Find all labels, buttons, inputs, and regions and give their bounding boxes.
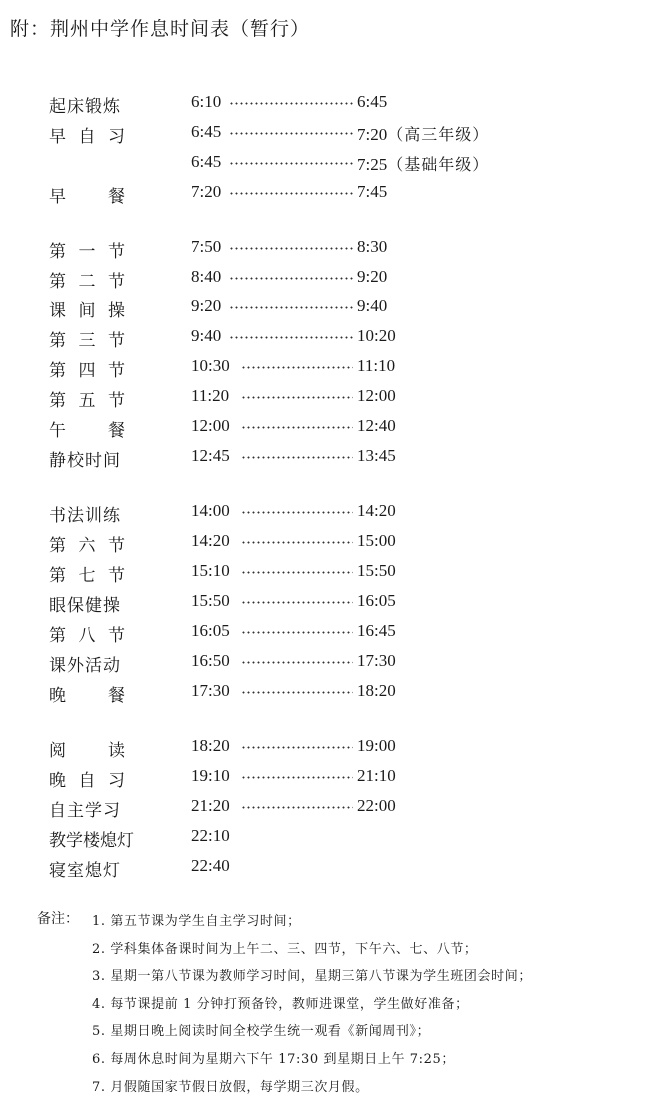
- end-time: [357, 796, 396, 816]
- dotted-leader: [229, 162, 353, 165]
- end-time-value: 19:00: [357, 736, 396, 755]
- activity-label: 午餐: [49, 421, 125, 441]
- end-time-value: 21:10: [357, 766, 396, 785]
- end-time: [357, 681, 396, 701]
- schedule-row: [0, 292, 659, 322]
- grade-note: （基础年级）: [387, 155, 490, 174]
- schedule-row: [0, 88, 659, 118]
- activity-label: 晚餐: [49, 686, 125, 706]
- activity-label: 阅读: [49, 741, 125, 761]
- activity-label: 眼保健操: [49, 596, 121, 616]
- end-time-value: 12:40: [357, 416, 396, 435]
- start-time: 17:30: [191, 681, 230, 700]
- end-time-value: 11:10: [357, 356, 396, 375]
- activity-label: 第三节: [49, 331, 125, 351]
- end-time-value: 16:45: [357, 621, 396, 640]
- note-item: 2. 学科集体备课时间为上午二、三、四节，下午六、七、八节；: [92, 941, 478, 957]
- start-time: 10:30: [191, 356, 230, 375]
- activity-label: 教学楼熄灯: [49, 831, 134, 851]
- schedule-row: [0, 677, 659, 707]
- activity-label: 第五节: [49, 391, 125, 411]
- schedule-row: [0, 792, 659, 822]
- start-time: 7:20: [191, 182, 222, 201]
- page-title: 附：荆州中学作息时间表（暂行）: [10, 18, 311, 40]
- activity-label: 书法训练: [49, 506, 121, 526]
- start-time: 22:10: [191, 826, 230, 845]
- dotted-leader: [241, 396, 353, 399]
- activity-label: 课间操: [49, 301, 125, 321]
- activity-label: 早自习: [49, 127, 125, 147]
- schedule-row: [0, 557, 659, 587]
- end-time-value: 14:20: [357, 501, 396, 520]
- note-item: 5. 星期日晚上阅读时间全校学生统一观看《新闻周刊》；: [92, 1024, 431, 1040]
- end-time-value: 7:45: [357, 182, 388, 201]
- schedule-row: [0, 322, 659, 352]
- dotted-leader: [241, 571, 353, 574]
- end-time-value: 7:20: [357, 125, 388, 144]
- note-item: 7. 月假随国家节假日放假，每学期三次月假。: [92, 1079, 369, 1095]
- note-item: 1. 第五节课为学生自主学习时间；: [92, 914, 301, 929]
- activity-label: 早餐: [49, 187, 125, 207]
- start-time: 12:00: [191, 416, 230, 435]
- end-time: [357, 296, 387, 316]
- activity-label: 课外活动: [49, 656, 121, 676]
- end-time-value: 16:05: [357, 591, 396, 610]
- schedule-row: [0, 497, 659, 527]
- activity-label: 起床锻炼: [49, 97, 121, 117]
- end-time: [357, 736, 396, 756]
- activity-label: 第一节: [49, 242, 125, 262]
- dotted-leader: [241, 601, 353, 604]
- start-time: 15:50: [191, 591, 230, 610]
- dotted-leader: [229, 132, 353, 135]
- note-item: 6. 每周休息时间为星期六下午 17:30 到星期日上午 7:25；: [92, 1052, 455, 1067]
- activity-label: 静校时间: [49, 451, 121, 471]
- end-time: [357, 182, 387, 202]
- start-time: 7:50: [191, 237, 222, 256]
- dotted-leader: [241, 746, 353, 749]
- dotted-leader: [241, 511, 353, 514]
- schedule-row: [0, 732, 659, 762]
- dotted-leader: [241, 456, 353, 459]
- schedule-row: [0, 852, 659, 882]
- dotted-leader: [241, 776, 353, 779]
- end-time: [357, 152, 489, 175]
- start-time: 11:20: [191, 386, 230, 405]
- schedule-row: [0, 527, 659, 557]
- end-time-value: 8:30: [357, 237, 388, 256]
- end-time: [357, 92, 387, 112]
- end-time-value: 9:40: [357, 296, 388, 315]
- notes-heading: 备注：: [37, 911, 79, 927]
- schedule-row: [0, 617, 659, 647]
- start-time: 22:40: [191, 856, 230, 875]
- activity-label: 第二节: [49, 272, 125, 292]
- end-time-value: 18:20: [357, 681, 396, 700]
- end-time: [357, 386, 396, 406]
- start-time: 18:20: [191, 736, 230, 755]
- schedule-row: [0, 587, 659, 617]
- schedule-row: [0, 233, 659, 263]
- start-time: 14:00: [191, 501, 230, 520]
- dotted-leader: [241, 661, 353, 664]
- dotted-leader: [241, 426, 353, 429]
- end-time: [357, 591, 396, 611]
- schedule-row: [0, 263, 659, 293]
- dotted-leader: [241, 806, 353, 809]
- start-time: 9:40: [191, 326, 222, 345]
- dotted-leader: [229, 192, 353, 195]
- activity-label: 寝室熄灯: [49, 861, 121, 881]
- dotted-leader: [241, 631, 353, 634]
- end-time: [357, 416, 396, 436]
- activity-label: 第八节: [49, 626, 125, 646]
- start-time: 16:50: [191, 651, 230, 670]
- activity-label: 第七节: [49, 566, 125, 586]
- end-time: [357, 122, 489, 145]
- dotted-leader: [229, 102, 353, 105]
- schedule-row: [0, 118, 659, 148]
- note-item: 3. 星期一第八节课为教师学习时间，星期三第八节课为学生班团会时间；: [92, 969, 532, 985]
- end-time: [357, 446, 396, 466]
- schedule-row: [0, 148, 659, 178]
- schedule-row: [0, 647, 659, 677]
- schedule-row: [0, 352, 659, 382]
- end-time-value: 15:50: [357, 561, 396, 580]
- end-time-value: 13:45: [357, 446, 396, 465]
- dotted-leader: [241, 366, 353, 369]
- dotted-leader: [229, 277, 353, 280]
- schedule-row: [0, 442, 659, 472]
- start-time: 19:10: [191, 766, 230, 785]
- start-time: 6:10: [191, 92, 222, 111]
- start-time: 6:45: [191, 152, 222, 171]
- note-item: 4. 每节课提前 1 分钟打预备铃，教师进课堂，学生做好准备；: [92, 996, 469, 1012]
- end-time: [357, 356, 395, 376]
- end-time: [357, 237, 387, 257]
- end-time-value: 7:25: [357, 155, 388, 174]
- schedule-row: [0, 178, 659, 208]
- end-time: [357, 766, 396, 786]
- activity-label: 自主学习: [49, 801, 121, 821]
- end-time: [357, 326, 396, 346]
- dotted-leader: [241, 691, 353, 694]
- end-time: [357, 531, 396, 551]
- schedule-row: [0, 762, 659, 792]
- schedule-row: [0, 822, 659, 852]
- end-time: [357, 501, 396, 521]
- end-time-value: 10:20: [357, 326, 396, 345]
- end-time-value: 22:00: [357, 796, 396, 815]
- end-time-value: 15:00: [357, 531, 396, 550]
- start-time: 9:20: [191, 296, 222, 315]
- end-time-value: 9:20: [357, 267, 388, 286]
- end-time-value: 6:45: [357, 92, 388, 111]
- activity-label: 第四节: [49, 361, 125, 381]
- start-time: 14:20: [191, 531, 230, 550]
- grade-note: （高三年级）: [387, 125, 490, 144]
- start-time: 16:05: [191, 621, 230, 640]
- start-time: 6:45: [191, 122, 222, 141]
- schedule-row: [0, 412, 659, 442]
- end-time-value: 17:30: [357, 651, 396, 670]
- dotted-leader: [229, 247, 353, 250]
- end-time: [357, 267, 387, 287]
- start-time: 8:40: [191, 267, 222, 286]
- dotted-leader: [229, 336, 353, 339]
- activity-label: 第六节: [49, 536, 125, 556]
- end-time: [357, 561, 396, 581]
- schedule-row: [0, 382, 659, 412]
- start-time: 12:45: [191, 446, 230, 465]
- end-time: [357, 621, 396, 641]
- dotted-leader: [241, 541, 353, 544]
- end-time: [357, 651, 396, 671]
- start-time: 21:20: [191, 796, 230, 815]
- end-time-value: 12:00: [357, 386, 396, 405]
- start-time: 15:10: [191, 561, 230, 580]
- dotted-leader: [229, 306, 353, 309]
- activity-label: 晚自习: [49, 771, 125, 791]
